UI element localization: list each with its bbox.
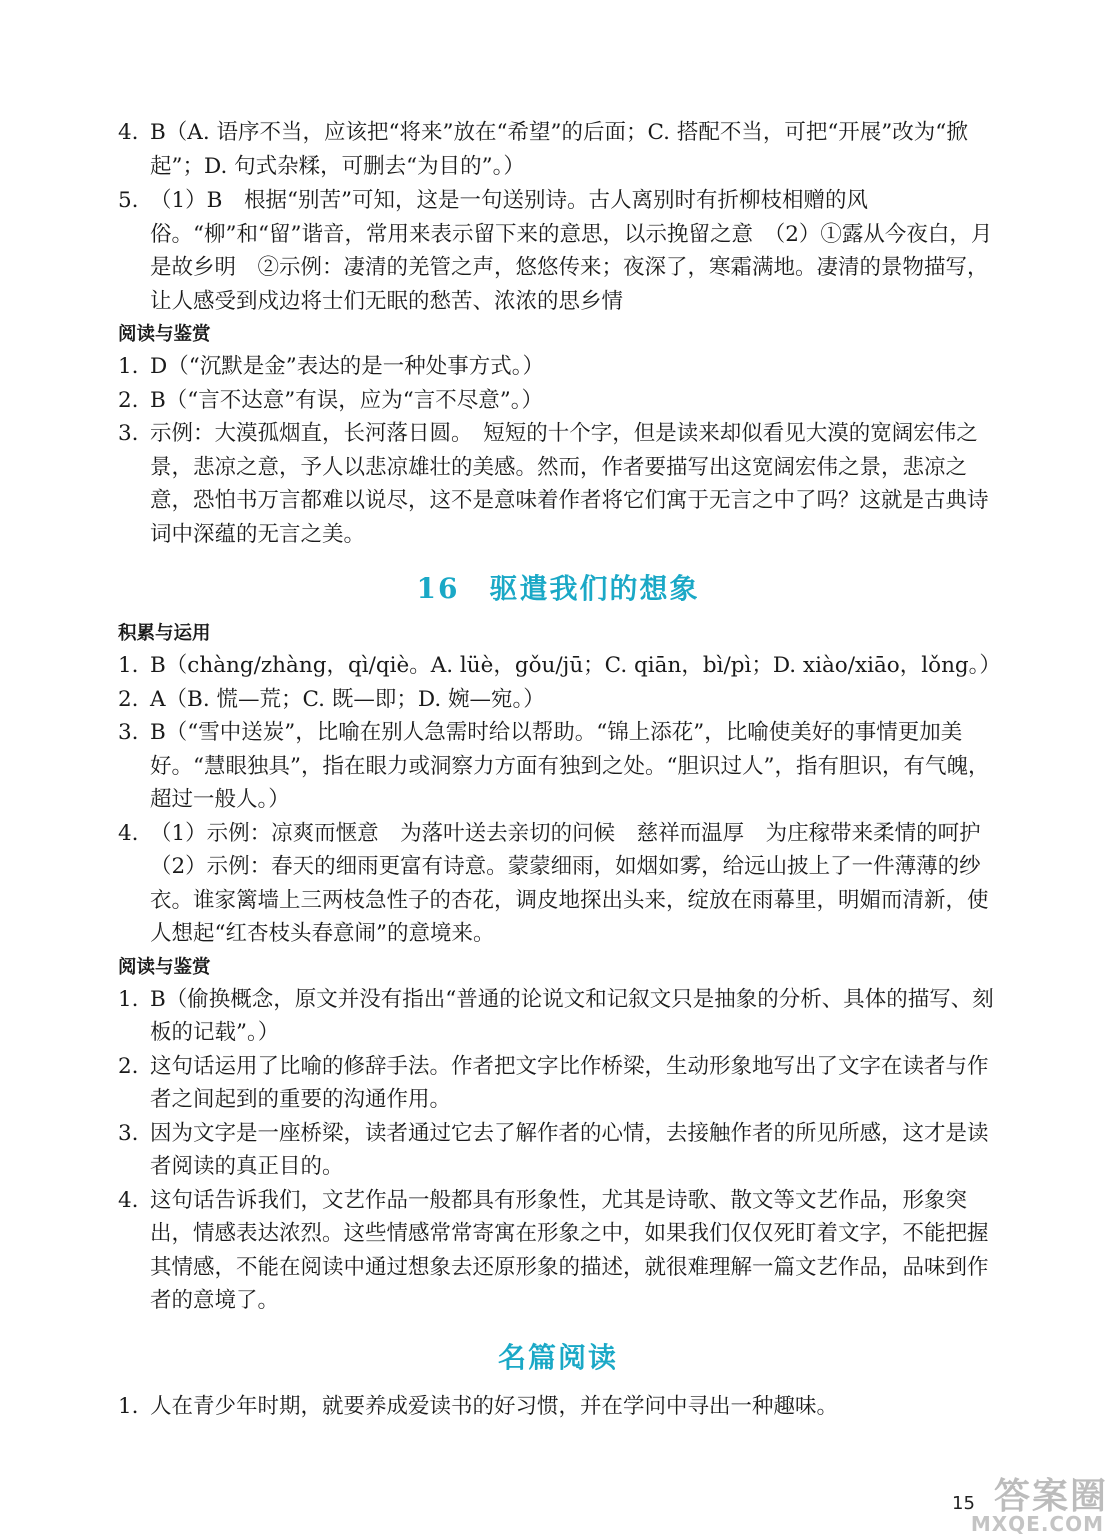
item-text: 这句话运用了比喻的修辞手法。作者把文字比作桥梁，生动形象地写出了文字在读者与作者之间起到的重要的沟通作用。 <box>150 1053 989 1112</box>
item-number: 1. <box>118 653 139 678</box>
section-heading-reading-2: 阅读与鉴赏 <box>118 956 211 978</box>
item-number: 1. <box>118 986 139 1012</box>
famous-reading-heading: 名篇阅读 <box>497 1340 618 1374</box>
accum-item-4 <box>118 817 1003 951</box>
item-number: 4. <box>118 120 139 145</box>
item-number: 1. <box>118 1393 139 1419</box>
item-text: 因为文字是一座桥梁，读者通过它去了解作者的心情，去接触作者的所见所感，这才是读者阅读的真正目的。 <box>150 1120 989 1179</box>
watermark-logo: 答案圈 <box>993 1476 1108 1517</box>
item-text: 人在青少年时期，就要养成爱读书的好习惯，并在学问中寻出一种趣味。 <box>150 1393 839 1419</box>
item-text: B（偷换概念，原文并没有指出“普通的论说文和记叙文只是抽象的分析、具体的描写、刻板的记载”。） <box>150 986 994 1045</box>
reading2-item-3 <box>118 1117 998 1184</box>
item-number: 2. <box>118 686 139 712</box>
chapter-number: 16 <box>416 572 460 605</box>
reading-item-2 <box>118 384 998 418</box>
section-heading-reading-1: 阅读与鉴赏 <box>118 324 211 345</box>
chapter-title: 驱遣我们的想象 <box>489 572 700 605</box>
chapter-heading <box>118 569 998 609</box>
item-number: 2. <box>118 387 139 413</box>
reading2-item-1 <box>118 983 998 1050</box>
item-text: （1）示例：凉爽而惬意 为落叶送去亲切的问候 慈祥而温厚 为庄稼带来柔情的呵护 （2）示例：春天的细雨更富有诗意。蒙蒙细雨，如烟如雾，给远山披上了一件薄薄的纱衣。谁家篱墙上三两枝急性子的杏花，调皮地探出头来，绽放在雨幕里，明媚而清新，使人想起“红杏枝头春意闹”的意境来。 <box>150 820 1003 946</box>
item-number: 4. <box>118 1187 139 1213</box>
item-number: 4. <box>118 820 139 846</box>
reading2-item-2 <box>118 1050 998 1117</box>
item-text: A（B. 慌—荒；C. 既—即；D. 婉—宛。） <box>150 686 545 712</box>
item-number: 3. <box>118 1120 139 1146</box>
item-text: B（“言不达意”有误，应为“言不尽意”。） <box>150 387 544 413</box>
item-number: 2. <box>118 1053 139 1079</box>
item-text: 示例：大漠孤烟直，长河落日圆。 短短的十个字，但是读来却似看见大漠的宽阔宏伟之景，悲凉之意，予人以悲凉雄壮的美感。然而，作者要描写出这宽阔宏伟之景，悲凉之意，恐怕书万言都难以说尽，这不是意味着作者将它们寓于无言之中了吗？这就是古典诗词中深蕴的无言之美。 <box>150 421 989 547</box>
watermark-url: MXQE.COM <box>970 1512 1104 1536</box>
accum-item-2 <box>118 683 998 717</box>
watermark <box>942 1468 1112 1536</box>
answer-page <box>118 116 1003 1423</box>
famous-item-1 <box>118 1390 998 1424</box>
reading2-item-4 <box>118 1184 998 1318</box>
item-number: 5. <box>118 188 139 213</box>
item-4-top <box>118 116 998 183</box>
item-5-top <box>118 184 998 318</box>
reading-item-1 <box>118 350 998 384</box>
item-number: 3. <box>118 421 139 446</box>
item-text: B（“雪中送炭”，比喻在别人急需时给以帮助。“锦上添花”，比喻使美好的事情更加美好。“慧眼独具”，指在眼力或洞察力方面有独到之处。“胆识过人”，指有胆识，有气魄，超过一般人。） <box>150 720 990 812</box>
page-number: 15 <box>952 1493 975 1514</box>
item-text: D（“沉默是金”表达的是一种处事方式。） <box>150 354 544 379</box>
item-number: 3. <box>118 720 139 745</box>
reading-item-3 <box>118 417 998 551</box>
item-text: B（chàng/zhàng，qì/qiè。A. lüè，gǒu/jū；C. qiān，bì/pì；D. xiào/xiāo，lǒng。） <box>150 653 1001 678</box>
accum-item-3 <box>118 716 998 817</box>
section-heading-accumulation: 积累与运用 <box>118 623 211 644</box>
item-text: （1）B 根据“别苦”可知，这是一句送别诗。古人离别时有折柳枝相赠的风俗。“柳”和“留”谐音，常用来表示留下来的意思，以示挽留之意 （2）①露从今夜白，月是故乡明 ②示例：凄清的羌管之声，悠悠传来；夜深了，寒霜满地。凄清的景物描写，让人感受到戍边将士们无眠的愁苦、浓浓的思乡情 <box>150 188 993 314</box>
item-number: 1. <box>118 354 139 379</box>
item-text: 这句话告诉我们，文艺作品一般都具有形象性，尤其是诗歌、散文等文艺作品，形象突出，情感表达浓烈。这些情感常常寄寓在形象之中，如果我们仅仅死盯着文字，不能把握其情感，不能在阅读中通过想象去还原形象的描述，就很难理解一篇文艺作品，品味到作者的意境了。 <box>150 1187 989 1313</box>
accum-item-1 <box>118 649 1001 683</box>
item-text: B（A. 语序不当，应该把“将来”放在“希望”的后面；C. 搭配不当，可把“开展”改为“掀起”；D. 句式杂糅，可删去“为目的”。） <box>150 120 968 179</box>
